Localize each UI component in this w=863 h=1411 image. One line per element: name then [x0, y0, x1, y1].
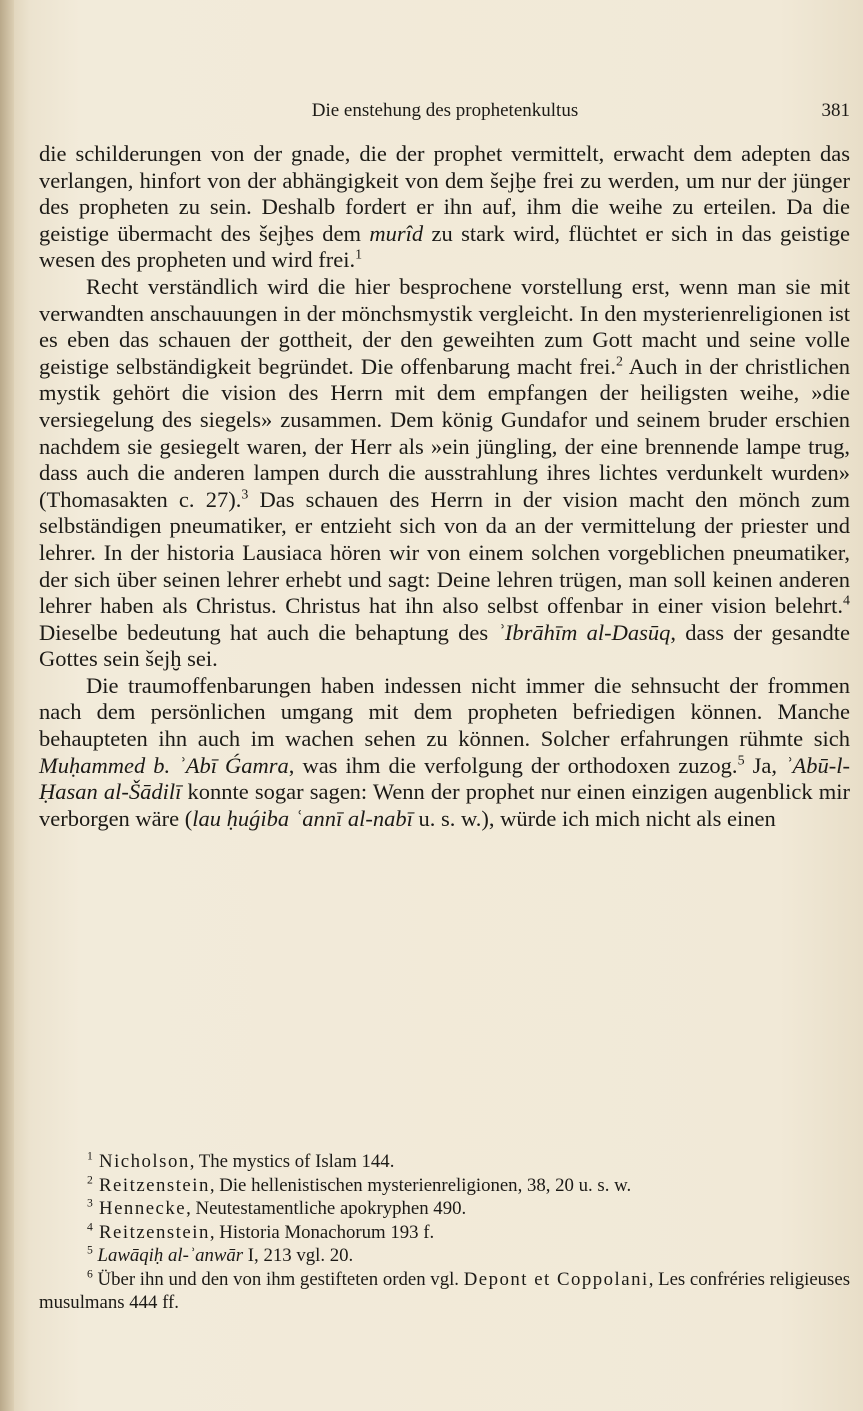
footnote-ref: 1 [87, 1149, 93, 1163]
footnote [39, 1174, 850, 1198]
footnote-ref: 5 [87, 1243, 93, 1257]
text-run: Das schauen des Herrn in der vision macht den mönch zum selbständigen pneumatiker, er entzieht sich von da an der vermittelung der priester und lehrer. In der historia Lausiaca hören wir von einem solchen vorgeblichen pneumatiker, der sich über seinen lehrer erhebt und sagt: Deine lehren trügen, man soll keinen anderen lehrer haben als Christus. Christus hat ihn also selbst offenbar in einer vision belehrt. [39, 486, 850, 619]
text-run: , Historia Monachorum 193 f. [209, 1221, 435, 1243]
italic-term: murîd [369, 220, 424, 246]
text-run: Nicholson [92, 1151, 190, 1172]
text-run: Ja, [744, 752, 786, 778]
text-run: Hennecke [92, 1198, 187, 1219]
italic-term: ʾIbrāhīm al-Dasūq [497, 619, 671, 645]
italic-term: Muḥammed b. ʾAbī Ǵamra [39, 752, 289, 778]
text-run: , The mystics of Islam 144. [189, 1151, 395, 1172]
text-run: Depont et Coppolani [463, 1268, 649, 1290]
paragraph [39, 673, 850, 833]
footnote-ref: 5 [737, 753, 745, 769]
text-run: Recht verständlich wird die hier besprochene vorstellung erst, wenn man sie mit verwandten anschauungen in der mönchsmystik vergleicht. In den mysterienreligionen ist es eben das schauen der gottheit, der den geweihten zum Gott macht und seine volle geistige selbständigkeit begründet. Die offenbarung macht frei. [39, 273, 850, 379]
page-number: 381 [821, 100, 850, 121]
text-run: , Neutestamentliche apokryphen 490. [186, 1198, 467, 1219]
footnote [39, 1244, 850, 1268]
footnote [39, 1197, 850, 1221]
text-run: , was ihm die verfolgung der orthodoxen zuzog. [288, 752, 738, 778]
text-run: Auch in der christlichen mystik gehört die vision des Herrn mit dem empfangen der heiligsten weihe, »die versiegelung des siegels» zusammen. Dem könig Gundafor und seinem bruder erschien nachdem sie gesiegelt waren, der Herr als »ein jüngling, der eine brennende lampe trug, dass auch die anderen lampen durch die ausstrahlung ihres lichtes verdunkelt wurden» (Thomasakten c. 27). [39, 353, 850, 512]
main-text [39, 141, 850, 832]
text-run: , Les confréries religieuses musulmans 444 ff. [39, 1268, 850, 1313]
text-run: , Die hellenistischen mysterienreligionen, 38, 20 u. s. w. [209, 1174, 632, 1196]
footnote-ref: 1 [355, 247, 363, 263]
text-run: konnte sogar sagen: Wenn der prophet nur einen einzigen augenblick mir verborgen wäre ( [39, 779, 850, 831]
footnote-ref: 6 [87, 1267, 93, 1281]
text-run: zu stark wird, flüchtet er sich in das geistige wesen des propheten und wird frei. [39, 220, 850, 273]
text-run: u. s. w.), würde ich mich nicht als einen [412, 805, 776, 831]
text-run: , dass der gesandte Gottes sein šejḫ sei. [39, 619, 850, 672]
footnote-ref: 4 [843, 593, 850, 609]
footnote [39, 1150, 850, 1174]
footnotes [39, 1150, 850, 1315]
text-run: Dieselbe bedeutung hat auch die behaptung des [39, 619, 498, 645]
text-run: Über ihn und den von ihm gestifteten orden vgl. [92, 1268, 464, 1290]
footnote-ref: 3 [241, 487, 249, 503]
running-title: Die enstehung des prophetenkultus [311, 100, 579, 121]
italic-term: Lawāqiḥ al-ʾanwār [97, 1245, 244, 1266]
footnote-ref: 4 [87, 1220, 93, 1234]
footnote [39, 1221, 850, 1245]
text-run: Die traumoffenbarungen haben indessen nicht immer die sehnsucht der frommen nach dem persönlichen umgang mit dem propheten befriedigen können. Manche behaupteten ihn auch im wachen sehen zu können. Solcher erfahrungen rühmte sich [39, 672, 850, 752]
running-header [40, 100, 850, 126]
footnote [39, 1268, 850, 1315]
text-run: die schilderungen von der gnade, die der prophet vermittelt, erwacht dem adepten das verlangen, hinfort von der abhängigkeit von dem šejḫe frei zu werden, um nur der jünger des propheten zu sein. Deshalb fordert er ihn auf, ihm die weihe zu erteilen. Da die geistige übermacht des šejḫes dem [39, 141, 850, 246]
paragraph [39, 141, 850, 274]
paragraph [39, 274, 850, 673]
text-run: Reitzenstein [92, 1221, 210, 1243]
footnote-ref: 2 [615, 354, 623, 370]
text-run: I, 213 vgl. 20. [243, 1245, 354, 1266]
text-run: Reitzenstein [92, 1174, 210, 1196]
italic-term: ʾAbū-l-Ḥasan al-Šādilī [39, 752, 850, 805]
footnote-ref: 2 [87, 1173, 93, 1187]
page-gutter-shadow [0, 0, 14, 1411]
italic-term: lau ḥuǵiba ʿannī al-nabī [192, 805, 413, 831]
footnote-ref: 3 [87, 1196, 93, 1210]
